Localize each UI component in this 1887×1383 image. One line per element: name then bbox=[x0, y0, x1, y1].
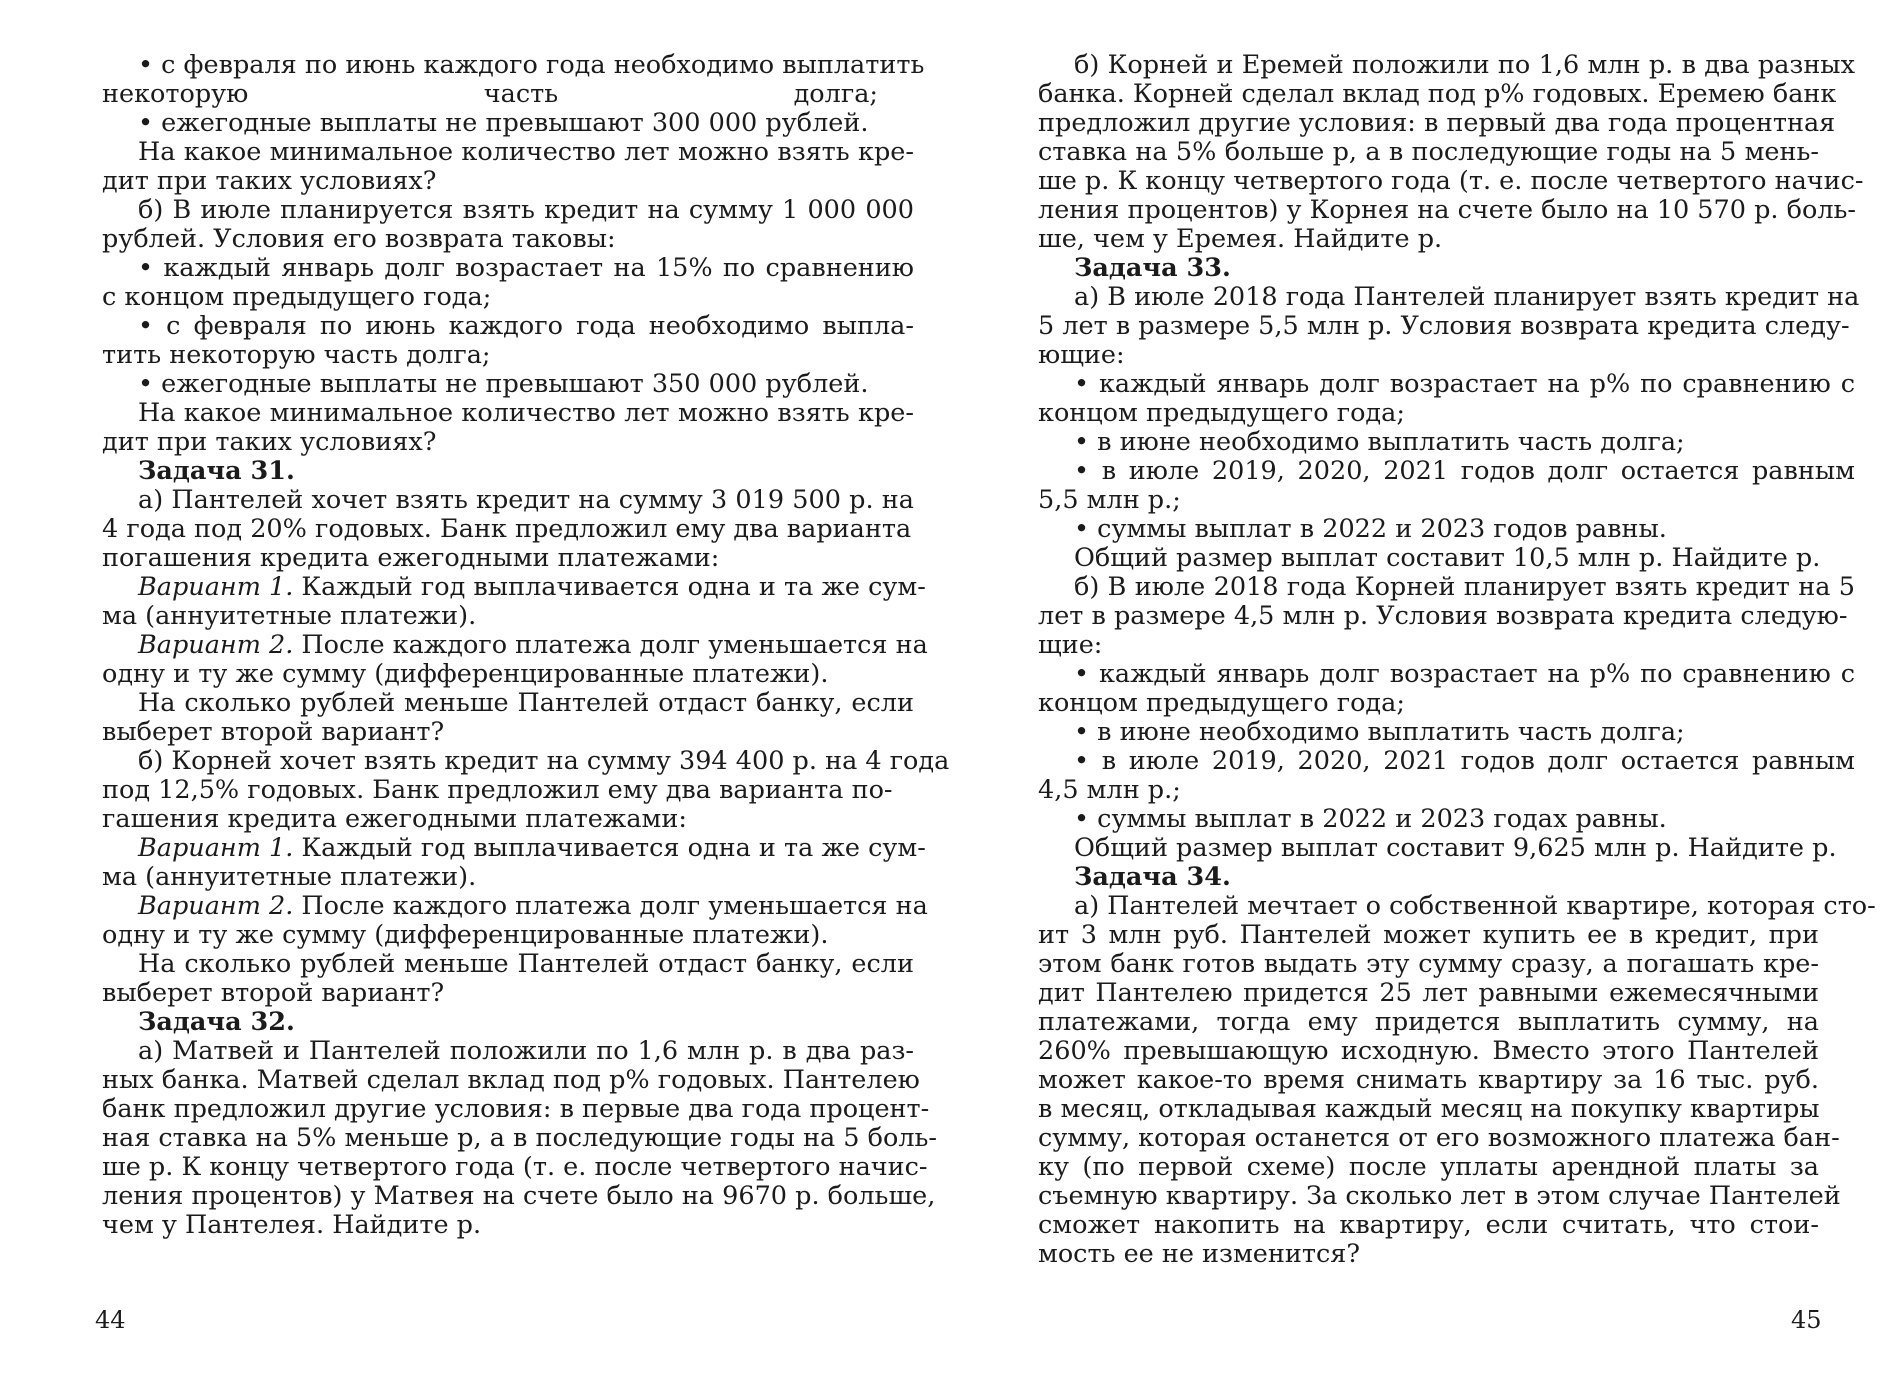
text-line: На какое минимальное количество лет можно взять кре- bbox=[138, 137, 914, 167]
text-line: а) Пантелей мечтает о собственной квартире, которая сто- bbox=[1074, 891, 1876, 921]
text-line: Вариант 1. Каждый год выплачивается одна и та же сум- bbox=[138, 833, 926, 863]
text-line: • с февраля по июнь каждого года необходимо выпла- bbox=[102, 311, 914, 341]
text-line: б) Корней хочет взять кредит на сумму 394 400 р. на 4 года bbox=[138, 746, 950, 776]
text-line: концом предыдущего года; bbox=[1038, 398, 1405, 428]
text-line: 4 года под 20% годовых. Банк предложил ему два варианта bbox=[102, 514, 912, 544]
text-line: ит 3 млн руб. Пантелей может купить ее в кредит, при bbox=[1038, 920, 1819, 950]
text-line: • в июне необходимо выплатить часть долга; bbox=[1038, 717, 1855, 747]
text-line: одну и ту же сумму (дифференцированные платежи). bbox=[102, 920, 829, 950]
text-line: мость ее не изменится? bbox=[1038, 1239, 1361, 1269]
text-line: лет в размере 4,5 млн р. Условия возврата кредита следую- bbox=[1038, 601, 1848, 631]
text-line: дит Пантелею придется 25 лет равными ежемесячными bbox=[1038, 978, 1819, 1008]
text-line: предложил другие условия: в первый два года процентная bbox=[1038, 108, 1836, 138]
text-line: Вариант 2. После каждого платежа долг уменьшается на bbox=[138, 630, 928, 660]
text-line: 4,5 млн р.; bbox=[1038, 775, 1181, 805]
problem-heading: Задача 31. bbox=[138, 456, 295, 486]
text-line: ма (аннуитетные платежи). bbox=[102, 862, 477, 892]
text-line: б) В июле 2018 года Корней планирует взять кредит на 5 bbox=[1074, 572, 1855, 602]
text-line: ная ставка на 5% меньше p, а в последующие годы на 5 боль- bbox=[102, 1123, 938, 1153]
text-line: щие: bbox=[1038, 630, 1103, 660]
text-line: сумму, которая останется от его возможного платежа бан- bbox=[1038, 1123, 1840, 1153]
text-line: Вариант 1. Каждый год выплачивается одна и та же сум- bbox=[138, 572, 926, 602]
page-number: 44 bbox=[95, 1306, 126, 1334]
text-line: банк предложил другие условия: в первые два года процент- bbox=[102, 1094, 930, 1124]
text-line: • с февраля по июнь каждого года необходимо выплатить bbox=[102, 50, 914, 80]
text-line: в месяц, откладывая каждый месяц на покупку квартиры bbox=[1038, 1094, 1820, 1124]
text-line: На сколько рублей меньше Пантелей отдаст банку, если bbox=[138, 949, 914, 979]
text-line: • ежегодные выплаты не превышают 300 000 рублей. bbox=[102, 108, 914, 138]
text-line: ления процентов) у Матвея на счете было на 9670 р. больше, bbox=[102, 1181, 936, 1211]
text-line: б) Корней и Еремей положили по 1,6 млн р. в два разных bbox=[1074, 50, 1855, 80]
text-line: может какое-то время снимать квартиру за 16 тыс. руб. bbox=[1038, 1065, 1819, 1095]
text-line: рублей. Условия его возврата таковы: bbox=[102, 224, 616, 254]
variant-label: Вариант 1. bbox=[138, 572, 294, 602]
text-line: одну и ту же сумму (дифференцированные платежи). bbox=[102, 659, 829, 689]
text-line: погашения кредита ежегодными платежами: bbox=[102, 543, 720, 573]
variant-label: Вариант 2. bbox=[138, 891, 294, 921]
text-line: ления процентов) у Корнея на счете было на 10 570 р. боль- bbox=[1038, 195, 1857, 225]
text-line: 5,5 млн р.; bbox=[1038, 485, 1181, 515]
text-line: ных банка. Матвей сделал вклад под p% годовых. Пантелею bbox=[102, 1065, 920, 1095]
text-line: 260% превышающую исходную. Вместо этого Пантелей bbox=[1038, 1036, 1819, 1066]
text-line: • каждый январь долг возрастает на 15% по сравнению bbox=[102, 253, 914, 283]
text-line: выберет второй вариант? bbox=[102, 717, 445, 747]
text-line: гашения кредита ежегодными платежами: bbox=[102, 804, 687, 834]
text-line: ше, чем у Еремея. Найдите p. bbox=[1038, 224, 1443, 254]
text-line: ше p. К концу четвертого года (т. е. после четвертого начис- bbox=[102, 1152, 928, 1182]
text-line: 5 лет в размере 5,5 млн р. Условия возврата кредита следу- bbox=[1038, 311, 1850, 341]
text-line: ше p. К концу четвертого года (т. е. после четвертого начис- bbox=[1038, 166, 1864, 196]
text-line: тить некоторую часть долга; bbox=[102, 340, 491, 370]
text-line: Общий размер выплат составит 9,625 млн р. Найдите p. bbox=[1074, 833, 1837, 863]
text-line: Общий размер выплат составит 10,5 млн р. Найдите p. bbox=[1074, 543, 1821, 573]
text-line: • суммы выплат в 2022 и 2023 годов равны. bbox=[1038, 514, 1855, 544]
text-line: На какое минимальное количество лет можно взять кре- bbox=[138, 398, 914, 428]
text-line: • ежегодные выплаты не превышают 350 000 рублей. bbox=[102, 369, 914, 399]
text-line: концом предыдущего года; bbox=[1038, 688, 1405, 718]
page-number: 45 bbox=[1791, 1306, 1822, 1334]
text-line: дит при таких условиях? bbox=[102, 427, 437, 457]
right-page bbox=[943, 0, 1887, 1383]
problem-heading: Задача 34. bbox=[1074, 862, 1231, 892]
text-line: ма (аннуитетные платежи). bbox=[102, 601, 477, 631]
problem-heading: Задача 32. bbox=[138, 1007, 295, 1037]
text-line: • каждый январь долг возрастает на p% по сравнению с bbox=[1038, 659, 1855, 689]
text-line: Вариант 2. После каждого платежа долг уменьшается на bbox=[138, 891, 928, 921]
text-line: с концом предыдущего года; bbox=[102, 282, 492, 312]
variant-label: Вариант 1. bbox=[138, 833, 294, 863]
text-line: а) Матвей и Пантелей положили по 1,6 млн р. в два раз- bbox=[138, 1036, 914, 1066]
text-line: • в июне необходимо выплатить часть долга; bbox=[1038, 427, 1855, 457]
problem-heading: Задача 33. bbox=[1074, 253, 1231, 283]
text-line: выберет второй вариант? bbox=[102, 978, 445, 1008]
text-line: этом банк готов выдать эту сумму сразу, а погашать кре- bbox=[1038, 949, 1819, 979]
text-line: • в июле 2019, 2020, 2021 годов долг остается равным bbox=[1038, 456, 1855, 486]
text-line: ку (по первой схеме) после уплаты арендной платы за bbox=[1038, 1152, 1819, 1182]
text-line: некоторую часть долга; bbox=[102, 79, 878, 109]
text-line: б) В июле планируется взять кредит на сумму 1 000 000 bbox=[138, 195, 914, 225]
text-line: чем у Пантелея. Найдите p. bbox=[102, 1210, 482, 1240]
variant-label: Вариант 2. bbox=[138, 630, 294, 660]
text-line: а) В июле 2018 года Пантелей планирует взять кредит на bbox=[1074, 282, 1860, 312]
text-line: сможет накопить на квартиру, если считать, что стои- bbox=[1038, 1210, 1819, 1240]
text-line: • в июле 2019, 2020, 2021 годов долг остается равным bbox=[1038, 746, 1855, 776]
text-line: платежами, тогда ему придется выплатить сумму, на bbox=[1038, 1007, 1819, 1037]
text-line: ставка на 5% больше p, а в последующие годы на 5 мень- bbox=[1038, 137, 1819, 167]
text-line: • каждый январь долг возрастает на p% по сравнению с bbox=[1038, 369, 1855, 399]
text-line: под 12,5% годовых. Банк предложил ему два варианта по- bbox=[102, 775, 893, 805]
text-line: банка. Корней сделал вклад под p% годовых. Еремею банк bbox=[1038, 79, 1837, 109]
text-line: а) Пантелей хочет взять кредит на сумму 3 019 500 р. на bbox=[138, 485, 914, 515]
text-line: съемную квартиру. За сколько лет в этом случае Пантелей bbox=[1038, 1181, 1841, 1211]
text-line: На сколько рублей меньше Пантелей отдаст банку, если bbox=[138, 688, 914, 718]
text-line: дит при таких условиях? bbox=[102, 166, 437, 196]
text-line: • суммы выплат в 2022 и 2023 годах равны. bbox=[1038, 804, 1855, 834]
text-line: ющие: bbox=[1038, 340, 1125, 370]
